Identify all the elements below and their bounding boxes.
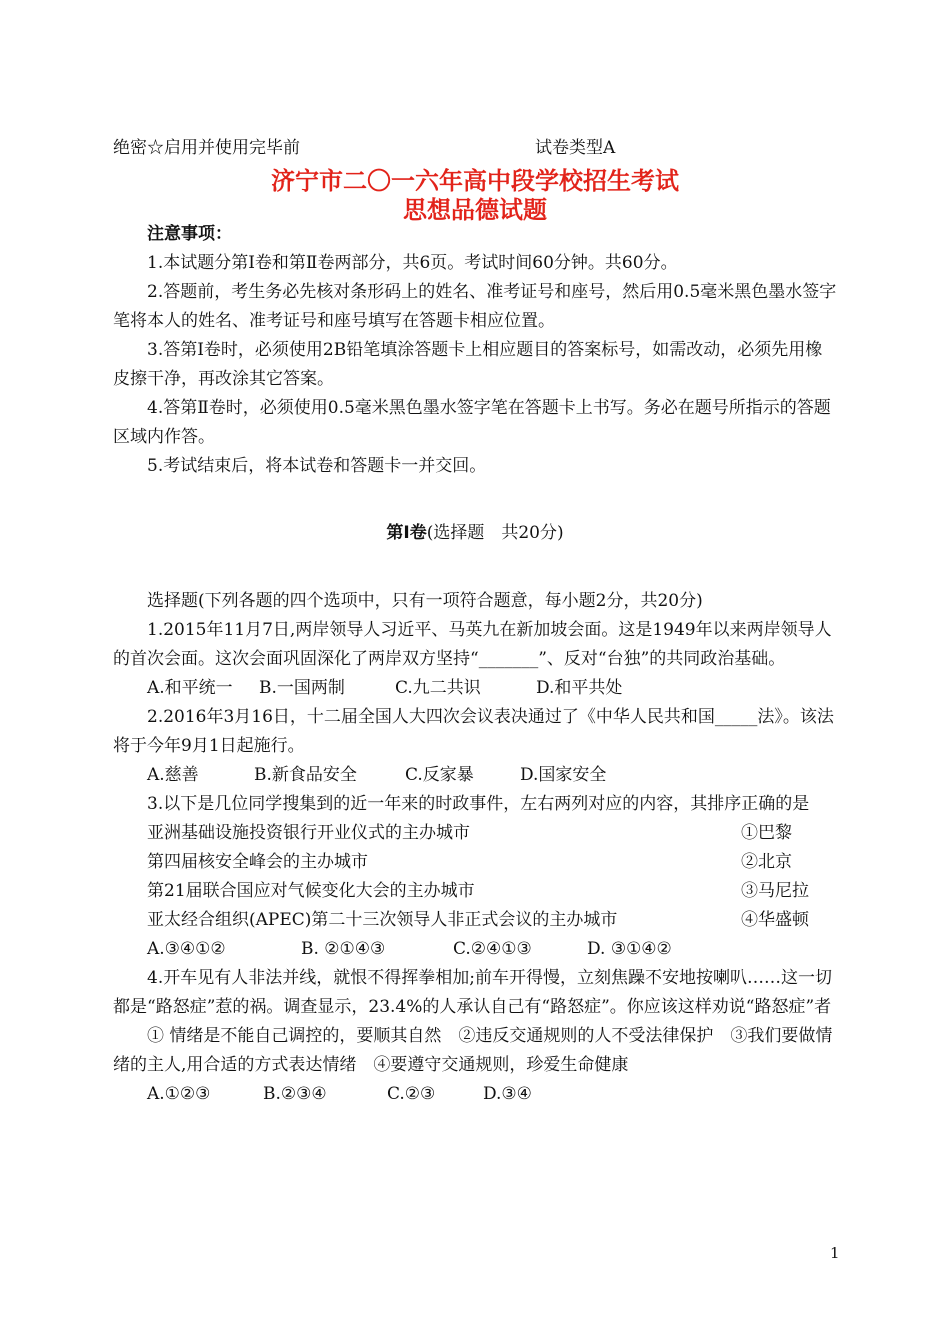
pair-right: ①巴黎 bbox=[741, 823, 792, 843]
option-b: B.新食品安全 bbox=[254, 765, 357, 785]
option-d: D.国家安全 bbox=[520, 765, 607, 785]
questions-block bbox=[113, 587, 839, 1109]
question-statements: ① 情绪是不能自己调控的，要顺其自然 ②违反交通规则的人不受法律保护 ③我们要做情绪的主人,用合适的方式表达情绪 ④要遵守交通规则，珍爱生命健康 bbox=[113, 1026, 833, 1075]
pair-left: 亚太经合组织(APEC)第二十三次领导人非正式会议的主办城市 bbox=[147, 910, 618, 930]
option-c: C.②③ bbox=[387, 1084, 436, 1104]
section-title-rest: (选择题 共20分) bbox=[426, 523, 564, 543]
pair-row bbox=[147, 848, 839, 877]
option-b: B. ②①④③ bbox=[301, 939, 386, 959]
exam-title: 济宁市二〇一六年高中段学校招生考试 bbox=[271, 166, 679, 195]
option-d: D.和平共处 bbox=[536, 678, 623, 698]
paper-type-label: 试卷类型A bbox=[535, 138, 616, 158]
question-options bbox=[147, 1080, 839, 1109]
notes-block bbox=[113, 220, 839, 481]
exam-subtitle: 思想品德试题 bbox=[403, 195, 547, 224]
question-options bbox=[147, 674, 839, 703]
note-item: 4.答第Ⅱ卷时，必须使用0.5毫米黑色墨水签字笔在答题卡上书写。务必在题号所指示的答题区域内作答。 bbox=[113, 398, 831, 447]
option-b: B.一国两制 bbox=[259, 678, 345, 698]
pair-right: ②北京 bbox=[741, 852, 792, 872]
question-stem: 3.以下是几位同学搜集到的近一年来的时政事件，左右两列对应的内容，其排序正确的是 bbox=[147, 794, 810, 814]
section-title bbox=[0, 518, 950, 543]
pair-row bbox=[147, 877, 839, 906]
question-stem: 2.2016年3月16日，十二届全国人大四次会议表决通过了《中华人民共和国_____法》。该法将于今年9月1日起施行。 bbox=[113, 707, 834, 756]
note-item: 2.答题前，考生务必先核对条形码上的姓名、准考证号和座号，然后用0.5毫米黑色墨水签字笔将本人的姓名、准考证号和座号填写在答题卡相应位置。 bbox=[113, 282, 837, 331]
note-item: 1.本试题分第Ⅰ卷和第Ⅱ卷两部分，共6页。考试时间60分钟。共60分。 bbox=[147, 253, 678, 273]
option-a: A.和平统一 bbox=[147, 678, 233, 698]
pair-row bbox=[147, 819, 839, 848]
option-d: D. ③①④② bbox=[587, 939, 672, 959]
pair-left: 第四届核安全峰会的主办城市 bbox=[147, 852, 368, 872]
confidential-label: 绝密☆启用并使用完毕前 bbox=[113, 138, 300, 158]
question-options bbox=[147, 761, 839, 790]
question-stem: 1.2015年11月7日,两岸领导人习近平、马英九在新加坡会面。这是1949年以来两岸领导人的首次会面。这次会面巩固深化了两岸双方坚持“_______”、反对“台独”的共同政治基础。 bbox=[113, 620, 832, 669]
question-stem: 4.开车见有人非法并线，就恨不得挥拳相加;前车开得慢，立刻焦躁不安地按喇叭……这一切都是“路怒症”惹的祸。调查显示，23.4%的人承认自己有“路怒症”。你应该这样劝说“路怒症”者 bbox=[113, 968, 832, 1017]
section-title-bold: 第Ⅰ卷 bbox=[386, 523, 427, 543]
option-a: A.①②③ bbox=[147, 1084, 211, 1104]
note-item: 5.考试结束后，将本试卷和答题卡一并交回。 bbox=[147, 456, 487, 476]
option-c: C.反家暴 bbox=[405, 765, 474, 785]
option-a: A.慈善 bbox=[147, 765, 199, 785]
pair-right: ③马尼拉 bbox=[741, 881, 809, 901]
pair-right: ④华盛顿 bbox=[741, 910, 809, 930]
pair-left: 第21届联合国应对气候变化大会的主办城市 bbox=[147, 881, 475, 901]
instruction: 选择题(下列各题的四个选项中，只有一项符合题意，每小题2分，共20分) bbox=[147, 591, 703, 611]
pair-row bbox=[147, 906, 839, 935]
option-a: A.③④①② bbox=[147, 939, 226, 959]
option-d: D.③④ bbox=[483, 1084, 532, 1104]
page-number: 1 bbox=[830, 1244, 840, 1262]
notes-heading: 注意事项： bbox=[147, 224, 232, 244]
option-b: B.②③④ bbox=[263, 1084, 327, 1104]
question-options bbox=[147, 935, 839, 964]
pair-left: 亚洲基础设施投资银行开业仪式的主办城市 bbox=[147, 823, 470, 843]
note-item: 3.答第Ⅰ卷时，必须使用2B铅笔填涂答题卡上相应题目的答案标号，如需改动，必须先用橡皮擦干净，再改涂其它答案。 bbox=[113, 340, 823, 389]
option-c: C.九二共识 bbox=[395, 678, 481, 698]
option-c: C.②④①③ bbox=[453, 939, 532, 959]
